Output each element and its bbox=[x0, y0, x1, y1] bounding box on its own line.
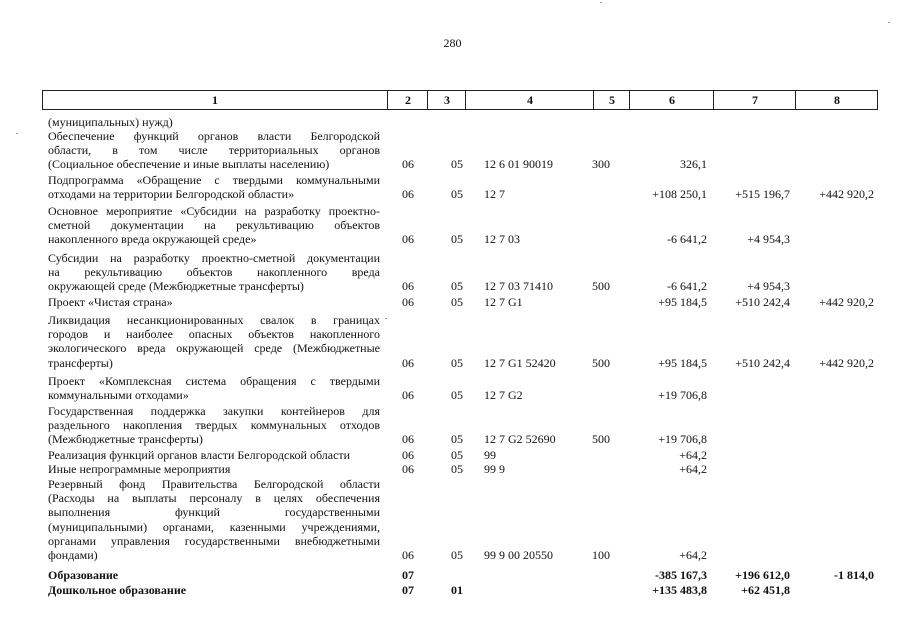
cell-c2: 06 bbox=[402, 462, 414, 476]
cell-c8: +442 920,2 bbox=[819, 355, 874, 370]
row-name bbox=[48, 448, 380, 462]
cell-c4: 12 7 03 bbox=[484, 232, 520, 247]
cell-c7: +62 451,8 bbox=[741, 583, 790, 597]
cell-c2: 06 bbox=[402, 388, 414, 403]
cell-c3: 05 bbox=[451, 462, 463, 476]
row-name-line: (муниципальных) нужд) bbox=[48, 115, 173, 129]
row-name-line: Проект «Чистая страна» bbox=[48, 295, 173, 309]
row-name-line: Дошкольное образование bbox=[48, 583, 187, 597]
cell-c6: -6 641,2 bbox=[667, 279, 707, 294]
cell-c6: +19 706,8 bbox=[658, 388, 707, 403]
row-name bbox=[48, 251, 380, 294]
row-name bbox=[48, 374, 380, 402]
cell-c6: +64,2 bbox=[679, 448, 707, 462]
cell-c8: +442 920,2 bbox=[819, 187, 874, 202]
header-col-2: 2 bbox=[387, 91, 428, 109]
row-name-line: (Расходы на выплаты персоналу в целях обеспечения bbox=[48, 491, 380, 506]
cell-c3: 05 bbox=[451, 432, 463, 447]
row-name-line: Проект «Комплексная система обращения с твердыми bbox=[48, 374, 380, 388]
cell-c6: -6 641,2 bbox=[667, 232, 707, 247]
cell-c7: +510 242,4 bbox=[735, 355, 790, 370]
header-col-3: 3 bbox=[427, 91, 466, 109]
row-name-line: (муниципальными) органами, казенными учреждениями, bbox=[48, 519, 380, 534]
row-name-line: экологического вреда окружающей среде (Межбюджетные bbox=[48, 341, 380, 356]
row-name-line: Резервный фонд Правительства Белгородской области bbox=[48, 477, 380, 491]
cell-c4: 99 9 00 20550 bbox=[484, 548, 553, 562]
cell-c4: 12 7 G1 52420 bbox=[484, 355, 556, 370]
header-col-7: 7 bbox=[713, 91, 796, 109]
cell-c4: 99 bbox=[484, 448, 496, 462]
cell-c3: 05 bbox=[451, 187, 463, 202]
cell-c6: +95 184,5 bbox=[658, 295, 707, 309]
row-name-line: городов и наиболее опасных объектов накопленного bbox=[48, 327, 380, 342]
cell-c7: +196 612,0 bbox=[735, 568, 790, 582]
cell-c4: 12 6 01 90019 bbox=[484, 157, 553, 172]
cell-c7: +515 196,7 bbox=[735, 187, 790, 202]
cell-c2: 06 bbox=[402, 157, 414, 172]
cell-c6: +135 483,8 bbox=[652, 583, 707, 597]
row-name-line: области, в том числе территориальных органов bbox=[48, 143, 380, 158]
cell-c6: +64,2 bbox=[679, 462, 707, 476]
header-col-4: 4 bbox=[465, 91, 594, 109]
row-name-line: Государственная поддержка закупки контейнеров для bbox=[48, 404, 380, 418]
cell-c2: 07 bbox=[402, 583, 414, 597]
page-number: 280 bbox=[443, 36, 462, 50]
row-name-line: органами управления государственными внебюджетными bbox=[48, 533, 380, 548]
row-name-line: на рекультивацию объектов накопленного вреда bbox=[48, 265, 380, 280]
cell-c3: 05 bbox=[451, 448, 463, 462]
cell-c2: 06 bbox=[402, 295, 414, 309]
cell-c2: 06 bbox=[402, 187, 414, 202]
cell-c4: 12 7 03 71410 bbox=[484, 279, 553, 294]
row-name-line: Ликвидация несанкционированных свалок в границах bbox=[48, 313, 380, 327]
row-name-line: Основное мероприятие «Субсидии на разработку проектно- bbox=[48, 204, 380, 218]
cell-c5: 500 bbox=[592, 355, 610, 370]
cell-c6: -385 167,3 bbox=[655, 568, 707, 582]
row-name-line: Иные непрограммные мероприятия bbox=[48, 462, 231, 476]
cell-c5: 500 bbox=[592, 432, 610, 447]
header-col-8: 8 bbox=[795, 91, 878, 109]
cell-c7: +510 242,4 bbox=[735, 295, 790, 309]
cell-c3: 05 bbox=[451, 355, 463, 370]
row-name-line: (Межбюджетные трансферты) bbox=[48, 432, 203, 447]
row-name bbox=[48, 295, 380, 309]
cell-c2: 06 bbox=[402, 279, 414, 294]
header-col-6: 6 bbox=[629, 91, 714, 109]
row-name bbox=[48, 477, 380, 562]
cell-c6: +19 706,8 bbox=[658, 432, 707, 447]
row-name-line: фондами) bbox=[48, 548, 98, 563]
header-col-1: 1 bbox=[212, 93, 218, 107]
row-name bbox=[48, 173, 380, 201]
row-name-line: отходами на территории Белгородской области» bbox=[48, 187, 295, 202]
cell-c4: 12 7 G1 bbox=[484, 295, 523, 309]
cell-c6: 326,1 bbox=[680, 157, 707, 172]
cell-c2: 06 bbox=[402, 432, 414, 447]
row-name-line: окружающей среде (Межбюджетные трансферты) bbox=[48, 279, 304, 294]
row-name-line: сметной документации на рекультивацию объектов bbox=[48, 218, 380, 233]
row-name-line: (Социальное обеспечение и иные выплаты населению) bbox=[48, 157, 330, 172]
cell-c4: 12 7 G2 bbox=[484, 388, 523, 403]
row-name-line: Обеспечение функций органов власти Белгородской bbox=[48, 129, 380, 143]
row-name bbox=[48, 462, 380, 476]
row-name bbox=[48, 568, 380, 582]
cell-c3: 05 bbox=[451, 157, 463, 172]
cell-c2: 07 bbox=[402, 568, 414, 582]
cell-c2: 06 bbox=[402, 448, 414, 462]
cell-c6: +108 250,1 bbox=[652, 187, 707, 202]
row-name-line: накопленного вреда окружающей среде» bbox=[48, 232, 257, 247]
cell-c3: 05 bbox=[451, 548, 463, 562]
cell-c5: 500 bbox=[592, 279, 610, 294]
cell-c5: 100 bbox=[592, 548, 610, 562]
cell-c5: 300 bbox=[592, 157, 610, 172]
header-col-5: 5 bbox=[593, 91, 630, 109]
row-name bbox=[48, 583, 380, 597]
cell-c3: 05 bbox=[451, 279, 463, 294]
row-name-line: Образование bbox=[48, 568, 119, 582]
row-name bbox=[48, 115, 380, 129]
cell-c8: +442 920,2 bbox=[819, 295, 874, 309]
cell-c6: +64,2 bbox=[679, 548, 707, 562]
cell-c2: 06 bbox=[402, 232, 414, 247]
cell-c2: 06 bbox=[402, 355, 414, 370]
cell-c3: 05 bbox=[451, 388, 463, 403]
row-name bbox=[48, 404, 380, 447]
row-name-line: Подпрограмма «Обращение с твердыми коммунальными bbox=[48, 173, 380, 187]
cell-c4: 99 9 bbox=[484, 462, 505, 476]
row-name bbox=[48, 204, 380, 247]
cell-c4: 12 7 G2 52690 bbox=[484, 432, 556, 447]
cell-c6: +95 184,5 bbox=[658, 355, 707, 370]
row-name-line: Реализация функций органов власти Белгородской области bbox=[48, 448, 351, 462]
cell-c3: 05 bbox=[451, 232, 463, 247]
row-name-line: коммунальными отходами» bbox=[48, 388, 189, 403]
cell-c7: +4 954,3 bbox=[747, 232, 790, 247]
cell-c3: 01 bbox=[451, 583, 463, 597]
cell-c8: -1 814,0 bbox=[834, 568, 874, 582]
row-name-line: раздельного накопления твердых коммунальных отходов bbox=[48, 418, 380, 433]
row-name bbox=[48, 313, 380, 370]
row-name-line: Субсидии на разработку проектно-сметной документации bbox=[48, 251, 380, 265]
cell-c2: 06 bbox=[402, 548, 414, 562]
cell-c3: 05 bbox=[451, 295, 463, 309]
row-name bbox=[48, 129, 380, 172]
table-header bbox=[42, 90, 878, 110]
cell-c7: +4 954,3 bbox=[747, 279, 790, 294]
row-name-line: выполнения функций государственными bbox=[48, 505, 380, 520]
cell-c4: 12 7 bbox=[484, 187, 505, 202]
row-name-line: трансферты) bbox=[48, 355, 113, 370]
